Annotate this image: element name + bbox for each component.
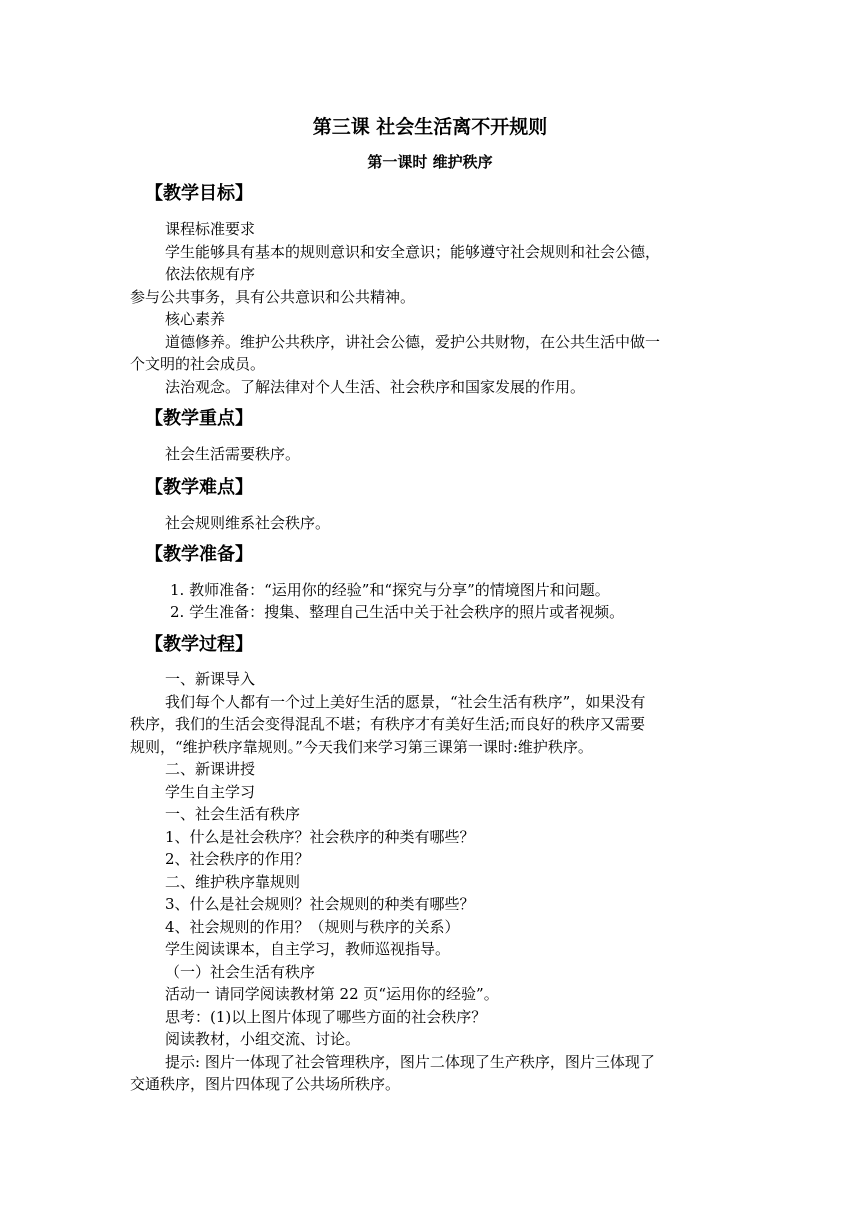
key-points-heading: 【教学重点】 <box>145 408 253 429</box>
process-line: 3、什么是社会规则？社会规则的种类有哪些？ <box>165 895 475 913</box>
process-line: 规则，“维护秩序靠规则。”今天我们来学习第三课第一课时:维护秩序。 <box>130 738 593 756</box>
process-line: 二、维护秩序靠规则 <box>165 873 301 891</box>
objectives-line: 参与公共事务，具有公共意识和公共精神。 <box>130 288 416 306</box>
objectives-line: 学生能够具有基本的规则意识和安全意识；能够遵守社会规则和社会公德， <box>165 243 661 261</box>
process-line: 思考：(1)以上图片体现了哪些方面的社会秩序？ <box>165 1008 487 1026</box>
process-line: 学生阅读课本，自主学习，教师巡视指导。 <box>165 940 451 958</box>
process-line: 4、社会规则的作用？（规则与秩序的关系） <box>165 918 460 936</box>
objectives-line: 核心素养 <box>165 310 226 328</box>
process-line: 二、新课讲授 <box>165 760 256 778</box>
objectives-line: 道德修养。维护公共秩序，讲社会公德，爱护公共财物，在公共生活中做一 <box>165 333 661 351</box>
process-line: 一、新课导入 <box>165 670 256 688</box>
key-points-line: 社会生活需要秩序。 <box>165 445 301 463</box>
objectives-line: 法治观念。了解法律对个人生活、社会秩序和国家发展的作用。 <box>165 378 586 396</box>
preparation-line: 2. 学生准备：搜集、整理自己生活中关于社会秩序的照片或者视频。 <box>170 603 625 621</box>
preparation-heading: 【教学准备】 <box>145 544 253 565</box>
preparation-line: 1. 教师准备：“运用你的经验”和“探究与分享”的情境图片和问题。 <box>170 581 610 599</box>
objectives-line: 依法依规有序 <box>165 265 256 283</box>
lesson-title: 第三课 社会生活离不开规则 <box>312 116 548 138</box>
process-line: 2、社会秩序的作用？ <box>165 850 310 868</box>
objectives-line: 课程标准要求 <box>165 220 256 238</box>
process-line: 交通秩序，图片四体现了公共场所秩序。 <box>130 1075 401 1093</box>
process-line: 活动一 请同学阅读教材第 22 页“运用你的经验”。 <box>165 985 499 1003</box>
process-line: 提示: 图片一体现了社会管理秩序，图片二体现了生产秩序，图片三体现了 <box>165 1053 655 1071</box>
lesson-subtitle: 第一课时 维护秩序 <box>367 153 493 171</box>
process-line: 阅读教材，小组交流、讨论。 <box>165 1030 361 1048</box>
process-line: 一、社会生活有秩序 <box>165 805 301 823</box>
objectives-heading: 【教学目标】 <box>145 183 253 204</box>
difficulties-line: 社会规则维系社会秩序。 <box>165 514 331 532</box>
process-line: 我们每个人都有一个过上美好生活的愿景，“社会生活有秩序”，如果没有 <box>165 693 646 711</box>
objectives-line: 个文明的社会成员。 <box>130 355 266 373</box>
process-line: （一）社会生活有秩序 <box>165 963 316 981</box>
process-heading: 【教学过程】 <box>145 634 253 655</box>
difficulties-heading: 【教学难点】 <box>145 477 253 498</box>
process-line: 学生自主学习 <box>165 783 256 801</box>
process-line: 秩序，我们的生活会变得混乱不堪；有秩序才有美好生活;而良好的秩序又需要 <box>130 715 646 733</box>
process-line: 1、什么是社会秩序？社会秩序的种类有哪些？ <box>165 828 475 846</box>
